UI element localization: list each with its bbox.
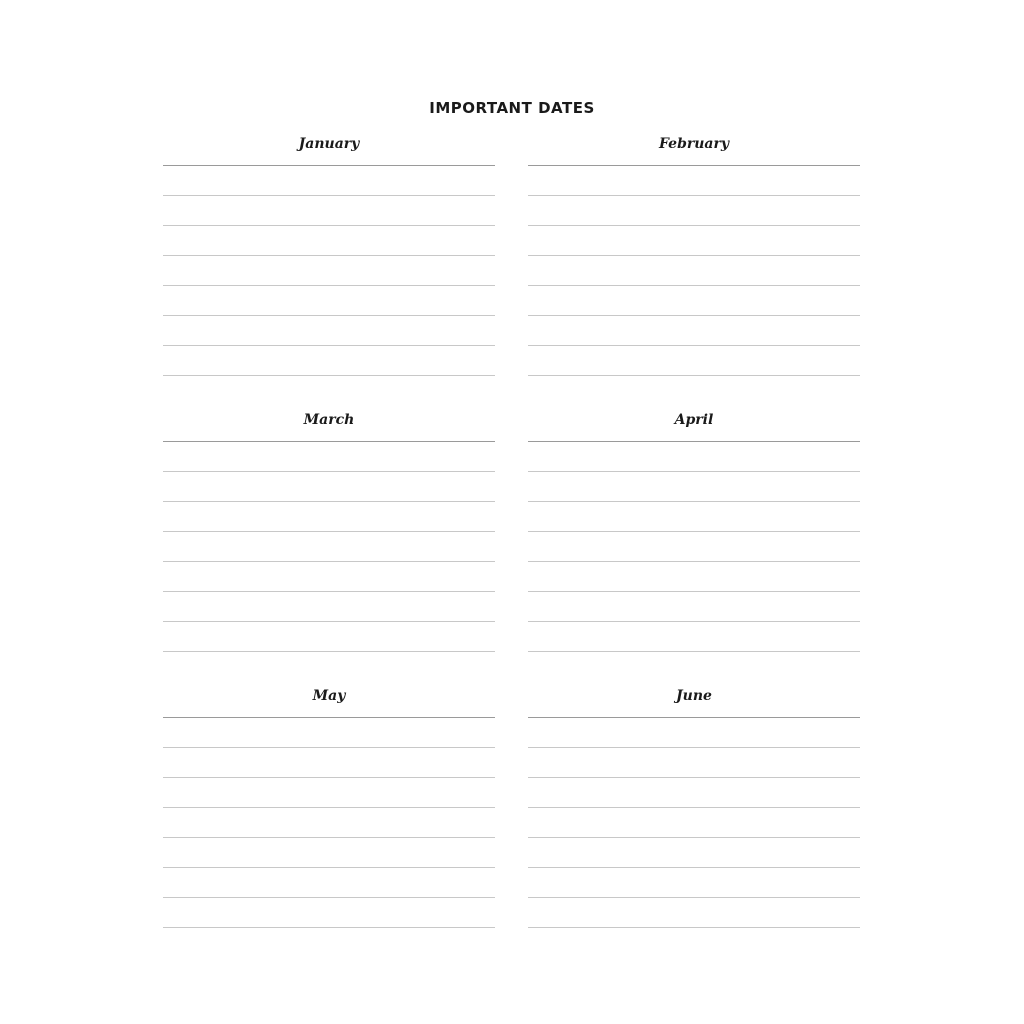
writing-line[interactable] xyxy=(163,471,495,472)
writing-line[interactable] xyxy=(528,501,860,502)
month-label: March xyxy=(303,412,355,428)
writing-line[interactable] xyxy=(163,345,495,346)
writing-line[interactable] xyxy=(163,285,495,286)
month-section-may xyxy=(163,685,495,933)
writing-line[interactable] xyxy=(163,621,495,622)
month-header-rule xyxy=(528,717,860,718)
writing-line[interactable] xyxy=(528,591,860,592)
writing-line[interactable] xyxy=(528,867,860,868)
month-header-rule xyxy=(163,441,495,442)
writing-line[interactable] xyxy=(163,255,495,256)
writing-line[interactable] xyxy=(528,285,860,286)
writing-line[interactable] xyxy=(528,777,860,778)
writing-line[interactable] xyxy=(528,747,860,748)
writing-line[interactable] xyxy=(528,927,860,928)
writing-line[interactable] xyxy=(528,561,860,562)
writing-line[interactable] xyxy=(528,531,860,532)
writing-line[interactable] xyxy=(163,651,495,652)
writing-line[interactable] xyxy=(163,195,495,196)
writing-line[interactable] xyxy=(163,375,495,376)
month-section-april xyxy=(528,409,860,657)
writing-line[interactable] xyxy=(163,807,495,808)
month-header-rule xyxy=(163,717,495,718)
writing-line[interactable] xyxy=(528,225,860,226)
writing-line[interactable] xyxy=(163,867,495,868)
writing-line[interactable] xyxy=(528,471,860,472)
month-label: June xyxy=(676,688,712,704)
writing-line[interactable] xyxy=(163,315,495,316)
writing-line[interactable] xyxy=(528,375,860,376)
writing-line[interactable] xyxy=(163,561,495,562)
month-header-rule xyxy=(163,165,495,166)
writing-line[interactable] xyxy=(528,651,860,652)
page-title: IMPORTANT DATES xyxy=(429,99,595,117)
month-label: February xyxy=(658,136,729,152)
month-label: April xyxy=(674,412,714,428)
month-section-january xyxy=(163,133,495,381)
writing-line[interactable] xyxy=(163,531,495,532)
month-label: May xyxy=(312,688,346,704)
writing-line[interactable] xyxy=(163,747,495,748)
month-section-march xyxy=(163,409,495,657)
writing-line[interactable] xyxy=(528,897,860,898)
month-label: January xyxy=(298,136,360,152)
month-section-june xyxy=(528,685,860,933)
writing-line[interactable] xyxy=(163,777,495,778)
writing-line[interactable] xyxy=(163,897,495,898)
writing-line[interactable] xyxy=(528,195,860,196)
month-header-rule xyxy=(528,441,860,442)
writing-line[interactable] xyxy=(528,315,860,316)
writing-line[interactable] xyxy=(528,807,860,808)
writing-line[interactable] xyxy=(163,591,495,592)
writing-line[interactable] xyxy=(528,621,860,622)
month-section-february xyxy=(528,133,860,381)
writing-line[interactable] xyxy=(163,225,495,226)
writing-line[interactable] xyxy=(163,927,495,928)
writing-line[interactable] xyxy=(528,345,860,346)
writing-line[interactable] xyxy=(528,837,860,838)
writing-line[interactable] xyxy=(163,501,495,502)
month-header-rule xyxy=(528,165,860,166)
writing-line[interactable] xyxy=(528,255,860,256)
writing-line[interactable] xyxy=(163,837,495,838)
